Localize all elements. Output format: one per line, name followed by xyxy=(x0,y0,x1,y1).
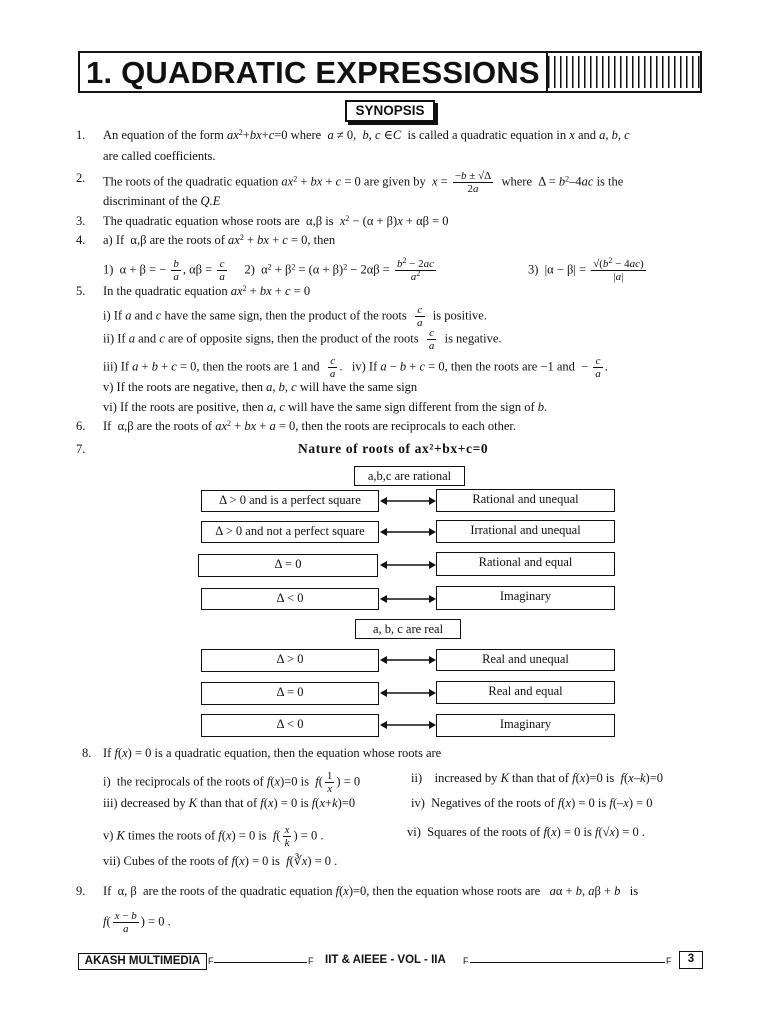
double-arrow-icon xyxy=(380,719,436,731)
footer-rule-left xyxy=(214,962,307,963)
title-stripes-decoration xyxy=(548,56,700,88)
double-arrow-icon xyxy=(380,559,436,571)
footer-publisher: AKASH MULTIMEDIA xyxy=(78,953,207,970)
double-arrow-icon xyxy=(380,495,436,507)
synopsis-heading: SYNOPSIS xyxy=(345,100,435,122)
real-result-1: Real and unequal xyxy=(436,649,615,671)
footer-mark: F xyxy=(463,956,469,966)
rational-header: a,b,c are rational xyxy=(354,466,465,486)
rational-cond-4: Δ < 0 xyxy=(201,588,379,610)
rational-cond-2: Δ > 0 and not a perfect square xyxy=(201,521,379,543)
nature-of-roots-title: Nature of roots of ax²+bx+c=0 xyxy=(298,441,489,456)
rational-result-4: Imaginary xyxy=(436,586,615,610)
page-number: 3 xyxy=(679,951,703,969)
real-cond-2: Δ = 0 xyxy=(201,682,379,705)
real-result-3: Imaginary xyxy=(436,714,615,737)
rational-cond-3: Δ = 0 xyxy=(198,554,378,577)
double-arrow-icon xyxy=(380,654,436,666)
double-arrow-icon xyxy=(380,526,436,538)
real-result-2: Real and equal xyxy=(436,681,615,704)
chapter-title: 1. QUADRATIC EXPRESSIONS xyxy=(80,53,548,91)
rational-result-1: Rational and unequal xyxy=(436,489,615,512)
rational-cond-1: Δ > 0 and is a perfect square xyxy=(201,490,379,512)
double-arrow-icon xyxy=(380,687,436,699)
footer-rule-right xyxy=(470,962,665,963)
real-header: a, b, c are real xyxy=(355,619,461,639)
rational-result-3: Rational and equal xyxy=(436,552,615,576)
real-cond-3: Δ < 0 xyxy=(201,714,379,737)
rational-result-2: Irrational and unequal xyxy=(436,520,615,543)
double-arrow-icon xyxy=(380,593,436,605)
footer-mark: F xyxy=(666,956,672,966)
footer-mark: F xyxy=(208,956,214,966)
footer-mark: F xyxy=(308,956,314,966)
footer-volume: IIT & AIEEE - VOL - IIA xyxy=(325,954,446,966)
real-cond-1: Δ > 0 xyxy=(201,649,379,672)
chapter-title-box xyxy=(78,51,702,93)
